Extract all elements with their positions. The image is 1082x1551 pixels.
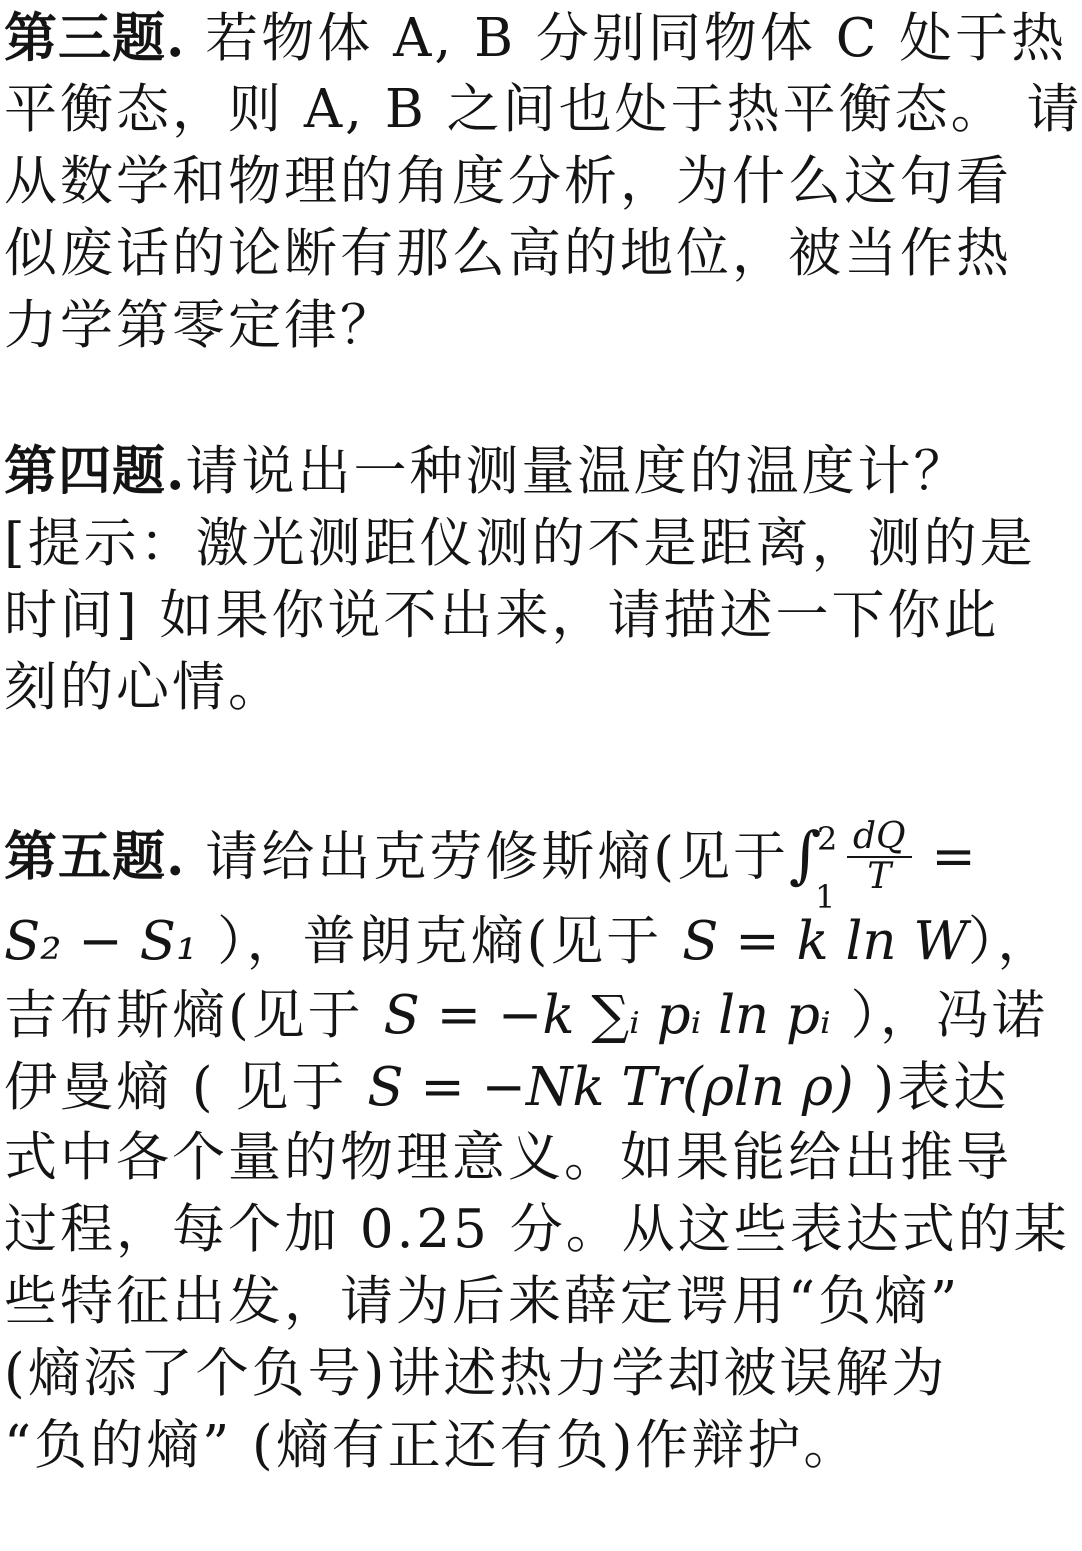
integral-lower: 1 bbox=[814, 878, 836, 916]
q4-line-4: 刻的心情。 bbox=[4, 657, 284, 718]
dq-over-t-fraction bbox=[847, 818, 912, 896]
q5-line-6: 过程，每个加 0.25 分。从这些表达式的某 bbox=[4, 1199, 1070, 1260]
q5-line-5: 式中各个量的物理意义。如果能给出推导 bbox=[4, 1127, 1012, 1188]
q5-text-2-end: ）， bbox=[967, 911, 1054, 972]
q5-line-8: (熵添了个负号)讲述热力学却被误解为 bbox=[4, 1343, 948, 1404]
q5-line-4 bbox=[4, 1057, 1010, 1118]
q3-line-5: 力学第零定律？ bbox=[4, 295, 396, 356]
equals-sign: = bbox=[911, 826, 979, 888]
fraction-numerator: dQ bbox=[847, 818, 912, 858]
q5-text-4-end: )表达 bbox=[853, 1057, 1010, 1118]
q4-line-2: [提示：激光测距仪测的不是距离，测的是 bbox=[4, 513, 1036, 574]
q3-text-1: 若物体 A, B 分别同物体 C 处于热 bbox=[185, 8, 1068, 69]
integral-sign: ∫ 2 1 bbox=[789, 831, 847, 891]
q3-line-2: 平衡态，则 A, B 之间也处于热平衡态。 请 bbox=[4, 79, 1082, 140]
integral-upper: 2 bbox=[816, 820, 838, 858]
q5-line-1 bbox=[4, 816, 979, 916]
q5-text-4: 伊曼熵 ( 见于 bbox=[4, 1057, 368, 1118]
q3-line-3: 从数学和物理的角度分析，为什么这句看 bbox=[4, 151, 1012, 212]
q5-text-2: ），普朗克熵(见于 bbox=[197, 911, 683, 972]
q5-line-3 bbox=[4, 985, 1048, 1046]
q5-line-2 bbox=[4, 911, 1054, 972]
q3-heading: 第三题. bbox=[4, 7, 186, 69]
q4-line-3: 时间] 如果你说不出来，请描述一下你此 bbox=[4, 585, 1000, 646]
q5-text-3: 吉布斯熵(见于 bbox=[4, 985, 384, 1046]
q3-line-4: 似废话的论断有那么高的地位，被当作热 bbox=[4, 223, 1012, 284]
q5-text-1: 请给出克劳修斯熵(见于 bbox=[185, 826, 789, 888]
q4-text-1: 请说出一种测量温度的温度计？ bbox=[185, 441, 970, 502]
q5-text-3-end: ），冯诺 bbox=[830, 985, 1048, 1046]
q3-line-1 bbox=[4, 7, 1068, 69]
q5-line-9: “负的熵” (熵有正还有负)作辩护。 bbox=[4, 1415, 860, 1476]
planck-formula: S = k ln W bbox=[682, 911, 968, 972]
clausius-formula-rhs: S₂ − S₁ bbox=[4, 911, 198, 972]
gibbs-formula: S = −k ∑ᵢ pᵢ ln pᵢ bbox=[383, 985, 831, 1046]
q5-line-7: 些特征出发，请为后来薛定谔用“负熵” bbox=[4, 1271, 961, 1332]
q4-line-1 bbox=[4, 440, 970, 502]
q4-heading: 第四题. bbox=[4, 440, 186, 502]
fraction-denominator: T bbox=[867, 856, 892, 897]
von-neumann-formula: S = −Nk Tr(ρln ρ) bbox=[367, 1057, 854, 1118]
q5-heading: 第五题. bbox=[4, 825, 186, 888]
